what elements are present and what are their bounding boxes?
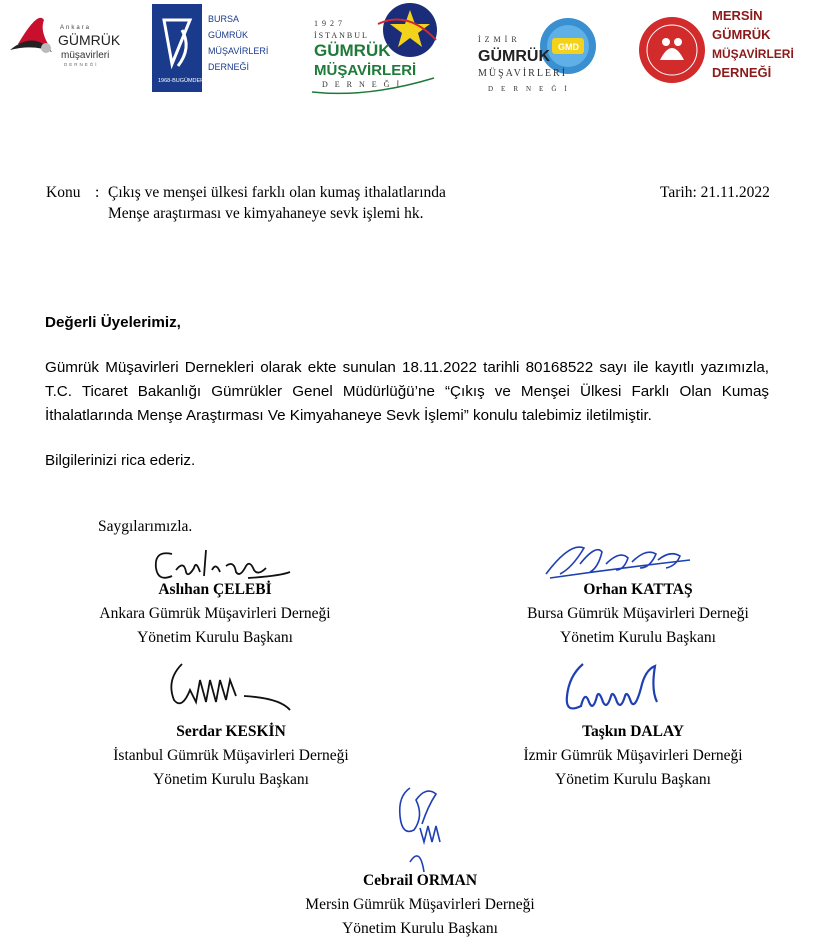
signatory-3 bbox=[56, 722, 406, 789]
bursa-logo-line4: DERNEĞİ bbox=[208, 62, 250, 72]
signatory-2-org: Bursa Gümrük Müşavirleri Derneği bbox=[527, 605, 749, 622]
mersin-logo-line1: MERSİN bbox=[712, 8, 763, 23]
ankara-logo-line1: Ankara bbox=[60, 25, 92, 31]
signatory-3-title: Yönetim Kurulu Başkanı bbox=[153, 771, 309, 788]
signatory-2-name: Orhan KATTAŞ bbox=[583, 581, 693, 598]
signatory-1-title: Yönetim Kurulu Başkanı bbox=[137, 629, 293, 646]
istanbul-logo-line4: DERNEĞİ bbox=[322, 80, 407, 89]
signatory-3-name: Serdar KESKİN bbox=[176, 723, 286, 740]
mersin-logo-line4: DERNEĞİ bbox=[712, 65, 772, 80]
bursa-logo-line2: GÜMRÜK bbox=[208, 30, 248, 40]
istanbul-logo bbox=[308, 0, 438, 100]
signature-keskin bbox=[160, 650, 300, 720]
bursa-logo-line3: MÜŞAVİRLERİ bbox=[208, 46, 269, 56]
izmir-logo-line2: GÜMRÜK bbox=[478, 48, 550, 65]
signatory-5-name: Cebrail ORMAN bbox=[362, 872, 478, 889]
signatory-3-org: İstanbul Gümrük Müşavirleri Derneği bbox=[113, 747, 349, 764]
signatory-4-title: Yönetim Kurulu Başkanı bbox=[555, 771, 711, 788]
subject-line-1: Çıkış ve menşei ülkesi farklı olan kumaş ithalatlarında bbox=[108, 184, 446, 201]
signatory-1 bbox=[40, 580, 390, 647]
signature-dalay bbox=[555, 656, 685, 726]
bursa-logo-footer: 1968-BUGÜMDER bbox=[158, 78, 205, 84]
mersin-logo-line3: MÜŞAVİRLERİ bbox=[712, 47, 794, 61]
main-paragraph: Gümrük Müşavirleri Dernekleri olarak ekte sunulan 18.11.2022 tarihli 80168522 sayı ile kayıtlı yazımızla, T.C. Ticaret Bakanlığı Gümrükler Genel Müdürlüğü’ne “Çıkış ve Menşei Ülkesi Farklı Olan Kumaş İthalatlarında Menşe Araştırması Ve Kimyahaneye Sevk İşlemi” konulu talebimiz iletilmiştir. bbox=[45, 359, 769, 424]
signatory-1-org: Ankara Gümrük Müşavirleri Derneği bbox=[99, 605, 331, 622]
signatory-5-title: Yönetim Kurulu Başkanı bbox=[342, 920, 498, 937]
subject-separator: : bbox=[95, 184, 100, 201]
mersin-logo-line2: GÜMRÜK bbox=[712, 27, 771, 42]
ankara-logo-line2: GÜMRÜK bbox=[58, 32, 121, 48]
request-paragraph: Bilgilerinizi rica ederiz. bbox=[45, 452, 196, 469]
closing: Saygılarımızla. bbox=[98, 518, 193, 535]
izmir-logo-line3: MÜŞAVİRLERİ bbox=[478, 68, 568, 79]
signatory-1-name: Aslıhan ÇELEBİ bbox=[158, 581, 272, 598]
signature-kattas bbox=[540, 538, 700, 584]
signatory-5 bbox=[245, 871, 595, 938]
ankara-logo bbox=[4, 0, 124, 100]
bursa-logo-line1: BURSA bbox=[208, 14, 240, 24]
izmir-logo-line1: İZMİR bbox=[478, 35, 521, 44]
ankara-logo-line4: DERNEĞİ bbox=[64, 62, 99, 67]
date: Tarih: 21.11.2022 bbox=[660, 184, 770, 201]
greeting: Değerli Üyelerimiz, bbox=[45, 314, 181, 331]
istanbul-logo-line2: GÜMRÜK bbox=[314, 41, 391, 60]
istanbul-logo-line3: MÜŞAVİRLERİ bbox=[314, 62, 417, 79]
istanbul-logo-line1: İSTANBUL bbox=[314, 31, 369, 40]
izmir-logo-badge: GMD bbox=[558, 42, 579, 52]
signatory-2-title: Yönetim Kurulu Başkanı bbox=[560, 629, 716, 646]
signatory-4 bbox=[458, 722, 808, 789]
bursa-logo bbox=[152, 0, 272, 100]
signatory-4-org: İzmir Gümrük Müşavirleri Derneği bbox=[523, 747, 743, 764]
subject-line-2: Menşe araştırması ve kimyahaneye sevk işlemi hk. bbox=[108, 205, 424, 222]
mersin-logo bbox=[638, 0, 794, 100]
istanbul-logo-year: 1927 bbox=[314, 19, 346, 28]
signatory-2 bbox=[463, 580, 813, 647]
signatory-4-name: Taşkın DALAY bbox=[582, 723, 684, 740]
izmir-logo bbox=[474, 0, 614, 100]
signatory-5-org: Mersin Gümrük Müşavirleri Derneği bbox=[305, 896, 535, 913]
signature-orman bbox=[380, 776, 470, 876]
subject-label: Konu bbox=[46, 184, 81, 201]
izmir-logo-line4: DERNEĞİ bbox=[488, 85, 575, 93]
ankara-logo-line3: müşavirleri bbox=[61, 50, 110, 61]
